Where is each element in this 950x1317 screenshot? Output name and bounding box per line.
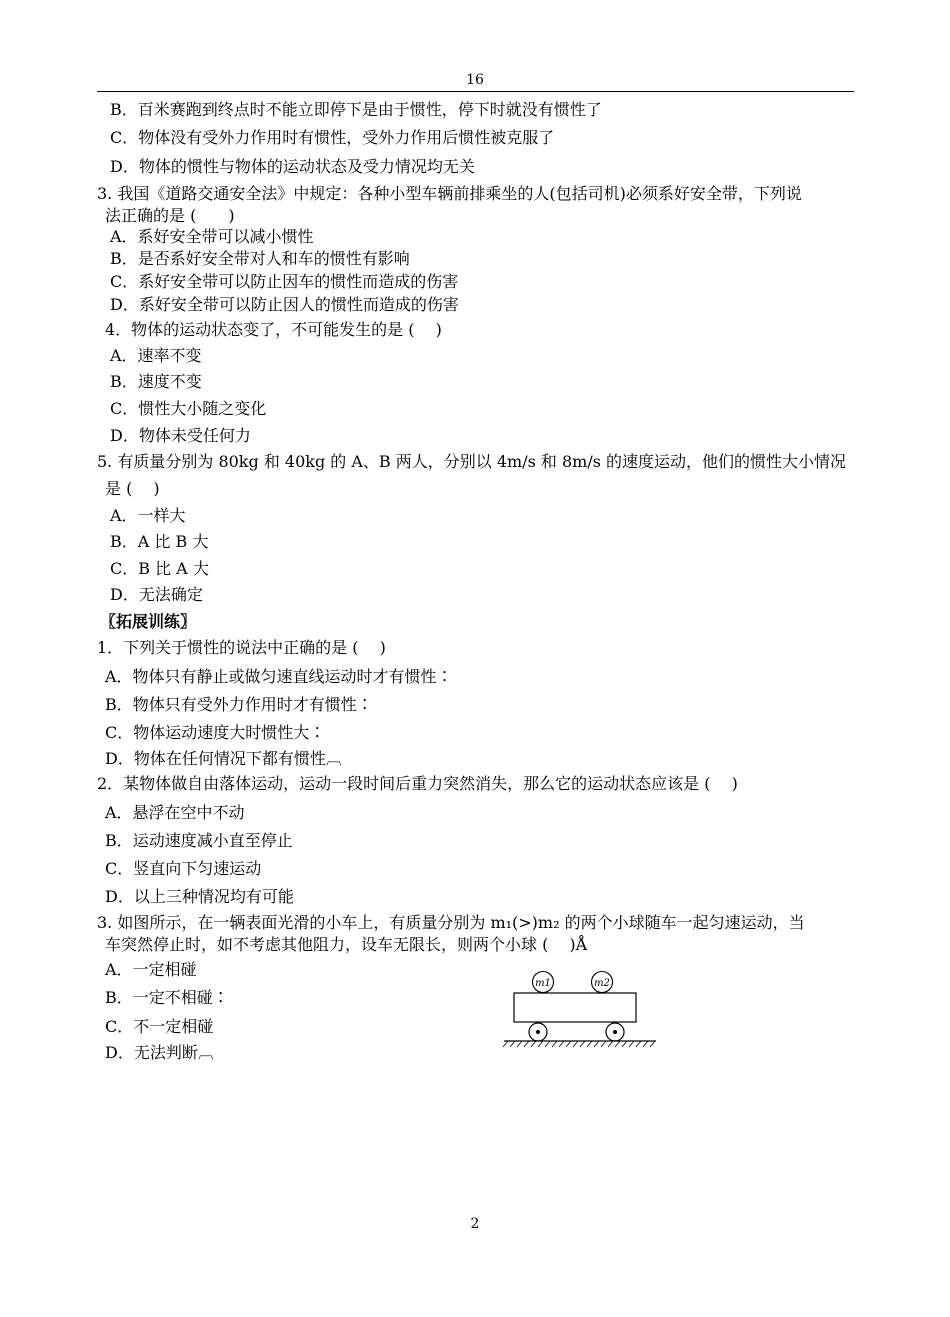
question-3-stem: 3. 我国《道路交通安全法》中规定：各种小型车辆前排乘坐的人(包括司机)必须系好安全带，下列说 (97, 184, 802, 203)
ext-question-3-stem: 3. 如图所示，在一辆表面光滑的小车上，有质量分别为 m₁(>)m₂ 的两个小球随车一起匀速运动，当 (97, 913, 805, 932)
header-page-number: 16 (466, 72, 484, 88)
ext-question-1-option-b: B．物体只有受外力作用时才有惯性∶ (105, 695, 373, 714)
ext-question-3-option-b: B．一定不相碰∶ (105, 988, 229, 1007)
question-5-option-b: B．A 比 B 大 (110, 532, 209, 551)
ext-question-1-option-c: C．物体运动速度大时惯性大∶ (105, 723, 326, 742)
ground-hatching (503, 1041, 655, 1047)
footer-page-number: 2 (470, 1216, 480, 1232)
cart-wheel-right-axle (613, 1030, 617, 1034)
question-3-option-b: B．是否系好安全带对人和车的惯性有影响 (110, 249, 410, 268)
ext-question-1-option-a: A．物体只有静止或做匀速直线运动时才有惯性∶ (105, 667, 453, 686)
ext-question-2-option-b: B．运动速度减小直至停止 (105, 831, 293, 850)
ball-m2-label: m2 (594, 978, 610, 989)
ext-question-1-stem: 1．下列关于惯性的说法中正确的是 ( ) (97, 638, 386, 657)
question-5-option-a: A．一样大 (110, 506, 186, 525)
ext-question-2-stem: 2．某物体做自由落体运动，运动一段时间后重力突然消失，那么它的运动状态应该是 ( ) (97, 774, 738, 793)
question-3-option-d: D．系好安全带可以防止因人的惯性而造成的伤害 (110, 295, 459, 314)
ext-question-2-option-d: D．以上三种情况均有可能 (105, 887, 294, 906)
question-3-stem-cont: 法正确的是 ( ) (105, 206, 235, 225)
ext-question-3-option-d: D．无法判断︹ (105, 1043, 214, 1062)
question-4-option-d: D．物体未受任何力 (110, 426, 251, 445)
question-4-option-c: C．惯性大小随之变化 (110, 399, 267, 418)
ext-question-1-option-d: D．物体在任何情况下都有惯性︹ (105, 749, 342, 768)
ext-question-2-option-c: C．竖直向下匀速运动 (105, 859, 262, 878)
ext-question-3-option-c: C．不一定相碰 (105, 1017, 214, 1036)
question-2-option-d: D．物体的惯性与物体的运动状态及受力情况均无关 (110, 157, 475, 176)
section-title-extension: 〖拓展训练〗 (100, 612, 197, 631)
question-5-option-d: D．无法确定 (110, 585, 203, 604)
question-4-stem: 4．物体的运动状态变了，不可能发生的是 ( ) (105, 320, 442, 339)
ext-question-2-option-a: A．悬浮在空中不动 (105, 803, 245, 822)
question-5-option-c: C．B 比 A 大 (110, 559, 209, 578)
question-4-option-b: B．速度不变 (110, 372, 202, 391)
question-2-option-c: C．物体没有受外力作用时有惯性，受外力作用后惯性被克服了 (110, 128, 555, 147)
question-5-stem: 5. 有质量分别为 80kg 和 40kg 的 A、B 两人，分别以 4m/s 和 8m/s 的速度运动，他们的惯性大小情况 (97, 452, 847, 471)
cart-wheel-left-axle (536, 1030, 540, 1034)
ext-question-3-stem-cont: 车突然停止时，如不考虑其他阻力，设车无限长，则两个小球 ( )Å (105, 935, 588, 954)
question-3-option-c: C．系好安全带可以防止因车的惯性而造成的伤害 (110, 272, 459, 291)
ext-question-3-option-a: A．一定相碰 (105, 960, 197, 979)
cart-body (514, 993, 636, 1022)
ball-m1-label: m1 (535, 978, 551, 989)
cart-figure (500, 966, 660, 1056)
question-5-stem-cont: 是 ( ) (105, 479, 160, 498)
header-rule (97, 91, 854, 92)
question-2-option-b: B．百米赛跑到终点时不能立即停下是由于惯性，停下时就没有惯性了 (110, 100, 602, 119)
question-4-option-a: A．速率不变 (110, 346, 202, 365)
question-3-option-a: A．系好安全带可以减小惯性 (110, 227, 314, 246)
